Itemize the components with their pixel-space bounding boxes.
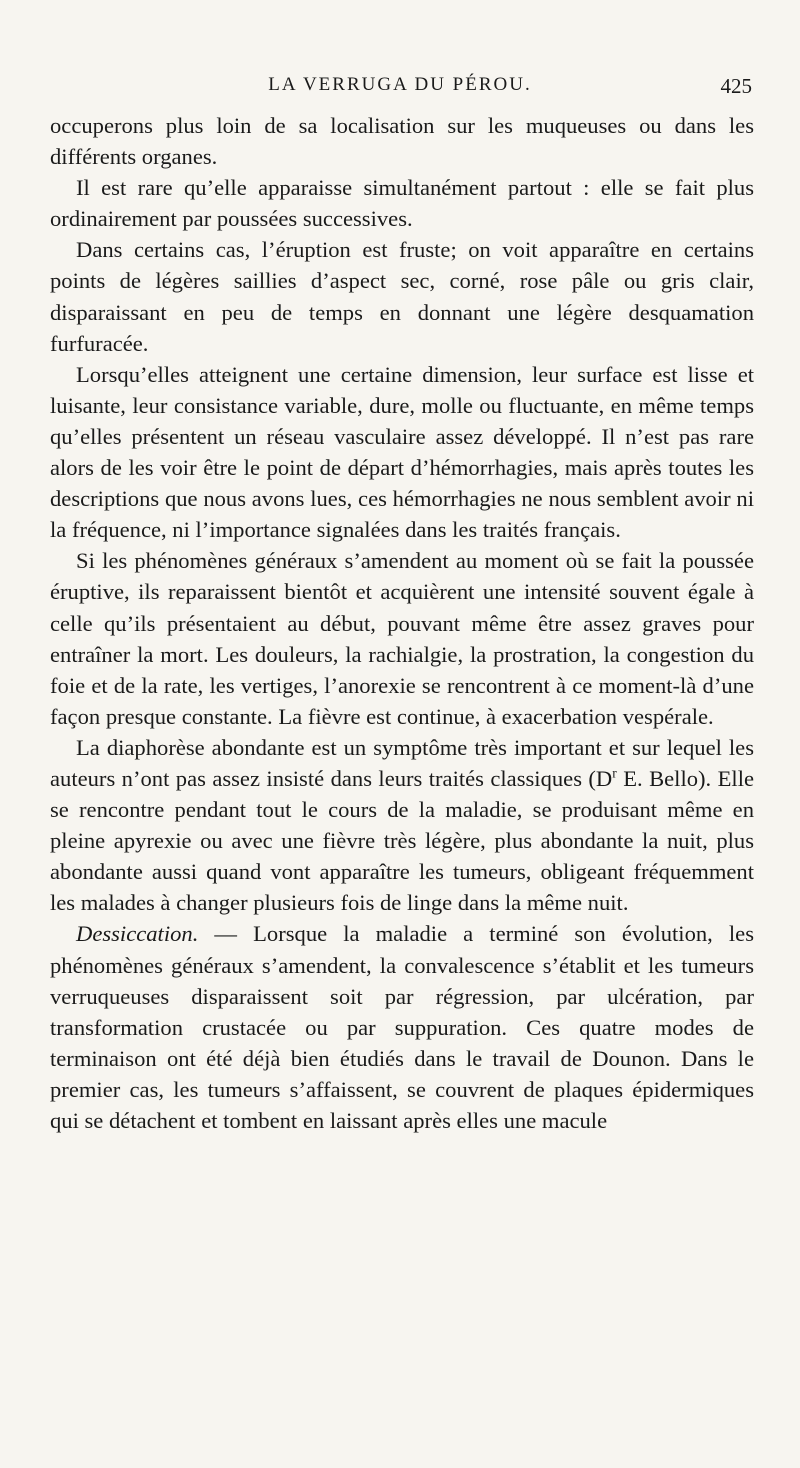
paragraph: Si les phénomènes généraux s’amendent au moment où se fait la poussée éruptive, ils reparaissent bientôt et acquièrent une intensité souvent égale à celle qu’ils présentaient au début, pouvant même être assez graves pour entraîner la mort. Les douleurs, la rachialgie, la prostration, la congestion du foie et de la rate, les vertiges, l’anorexie se rencontrent à ce moment-là d’une façon presque constante. La fièvre est continue, à exacerbation vespérale. xyxy=(50,548,754,729)
paragraph-text: E. Bello). Elle se rencontre pendant tout le cours de la maladie, se produisant même en pleine apyrexie ou avec une fièvre très légère, plus abondante la nuit, plus abondante aussi quand vont apparaître les tumeurs, obligeant fréquemment les malades à changer plusieurs fois de linge dans la même nuit. xyxy=(50,765,755,916)
page-header xyxy=(40,74,760,104)
page-number: 425 xyxy=(720,74,752,98)
paragraph-text: La diaphorèse abondante est un symptôme très important et sur lequel les auteurs n’ont pas assez insisté dans leurs traités classiques (D xyxy=(50,734,754,791)
paragraph xyxy=(50,918,754,1136)
paragraph-text: — Lorsque la maladie a terminé son évolution, les phénomènes généraux s’amendent, la convalescence s’établit et les tumeurs verruqueuses disparaissent soit par régression, par ulcération, par transformation crustacée ou par suppuration. Ces quatre modes de terminaison ont été déjà bien étudiés dans le travail de Dounon. Dans le premier cas, les tumeurs s’affaissent, se couvrent de plaques épidermiques qui se détachent et tombent en laissant après elles une macule xyxy=(50,921,754,1133)
body-text xyxy=(50,110,754,1136)
section-lead: Dessiccation. xyxy=(76,921,199,947)
paragraph: occuperons plus loin de sa localisation sur les muqueuses ou dans les différents organes. xyxy=(50,113,754,170)
paragraph: Lorsqu’elles atteignent une certaine dimension, leur surface est lisse et luisante, leur consistance variable, dure, molle ou fluctuante, en même temps qu’elles présentent un réseau vasculaire assez développé. Il n’est pas rare alors de les voir être le point de départ d’hémorrhagies, mais après toutes les descriptions que nous avons lues, ces hémorrhagies ne nous semblent avoir ni la fréquence, ni l’importance signalées dans les traités français. xyxy=(50,361,754,543)
paragraph: Il est rare qu’elle apparaisse simultanément partout : elle se fait plus ordinairement par poussées successives. xyxy=(50,175,754,232)
running-title: LA VERRUGA DU PÉROU. xyxy=(268,74,532,95)
superscript: r xyxy=(612,765,617,781)
paragraph: Dans certains cas, l’éruption est fruste; on voit apparaître en certains points de légères saillies d’aspect sec, corné, rose pâle ou gris clair, disparaissant en peu de temps en donnant une légère desquamation furfuracée. xyxy=(50,237,754,356)
paragraph xyxy=(50,732,754,919)
